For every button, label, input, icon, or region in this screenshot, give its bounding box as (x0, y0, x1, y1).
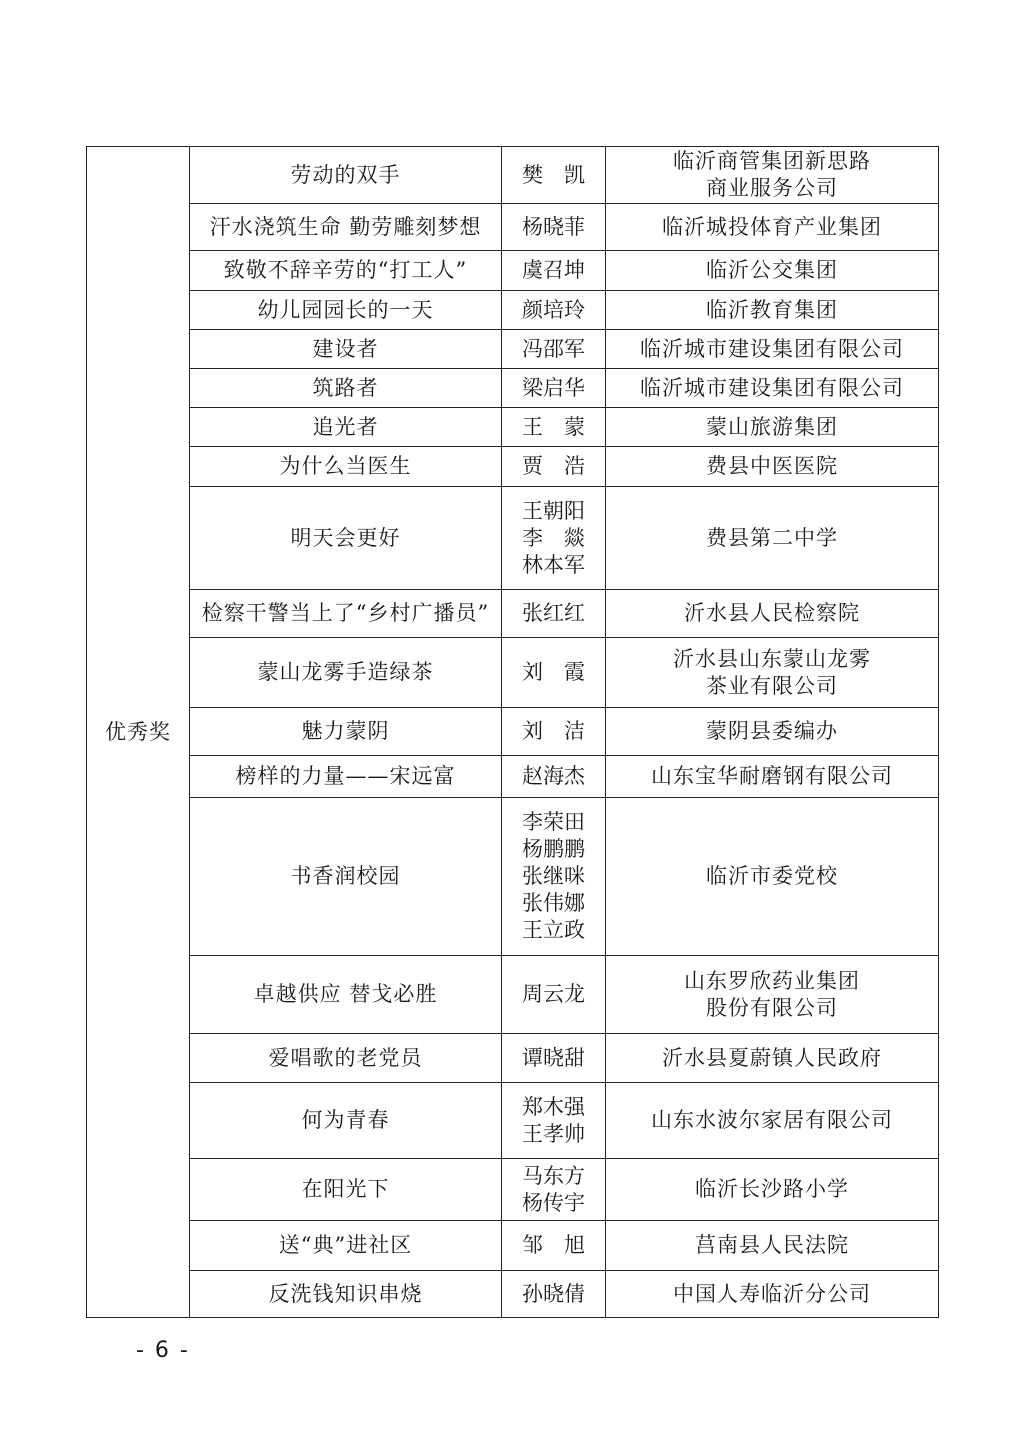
unit-line: 莒南县人民法院 (695, 1233, 849, 1257)
awards-table-body (87, 147, 939, 1318)
author-name: 杨晓菲 (522, 214, 585, 239)
entry-unit-cell (606, 1159, 939, 1221)
author-name: 刘 霞 (522, 660, 585, 684)
entry-authors-cell (502, 708, 606, 756)
author-name: 杨传宇 (522, 1190, 585, 1215)
entry-unit-cell (606, 708, 939, 756)
entry-authors-cell (502, 1271, 606, 1318)
unit-line: 临沂商管集团新思路 (673, 149, 871, 173)
table-row (87, 590, 939, 638)
author-name: 张红红 (522, 601, 585, 625)
author-name: 李荣田 (522, 810, 585, 834)
entry-unit-cell (606, 956, 939, 1034)
entry-unit-cell (606, 1034, 939, 1083)
author-name: 樊 凯 (522, 162, 585, 187)
entry-authors-cell (502, 1083, 606, 1159)
unit-line: 山东宝华耐磨钢有限公司 (651, 764, 893, 788)
entry-unit-cell (606, 590, 939, 638)
entry-title-cell: 蒙山龙雾手造绿茶 (190, 638, 502, 708)
author-name: 郑木强 (522, 1094, 585, 1119)
entry-title-cell: 为什么当医生 (190, 447, 502, 487)
entry-authors-cell (502, 147, 606, 204)
author-name: 杨鹏鹏 (522, 837, 585, 861)
table-row (87, 708, 939, 756)
award-category-cell: 优秀奖 (87, 147, 190, 1318)
author-name: 谭晓甜 (522, 1045, 585, 1070)
author-name: 冯邵军 (522, 336, 585, 361)
entry-title-cell: 书香润校园 (190, 798, 502, 956)
entry-title-cell: 魅力蒙阴 (190, 708, 502, 756)
entry-unit-cell (606, 291, 939, 330)
entry-title-cell: 反洗钱知识串烧 (190, 1271, 502, 1318)
entry-authors-cell (502, 1159, 606, 1221)
author-name: 张伟娜 (522, 891, 585, 915)
entry-unit-cell (606, 251, 939, 291)
author-name: 邹 旭 (522, 1233, 585, 1257)
entry-title-cell: 汗水浇筑生命 勤劳雕刻梦想 (190, 204, 502, 251)
entry-title-cell: 检察干警当上了“乡村广播员” (190, 590, 502, 638)
author-name: 李 燚 (522, 525, 585, 550)
unit-line: 费县第二中学 (706, 525, 838, 550)
table-row (87, 330, 939, 369)
entry-authors-cell (502, 408, 606, 447)
unit-line: 商业服务公司 (706, 176, 838, 200)
entry-title-cell: 明天会更好 (190, 487, 502, 590)
entry-unit-cell (606, 147, 939, 204)
unit-line: 临沂城市建设集团有限公司 (640, 375, 904, 400)
table-row (87, 956, 939, 1034)
table-row (87, 369, 939, 408)
unit-line: 蒙阴县委编办 (706, 719, 838, 743)
entry-authors-cell (502, 1034, 606, 1083)
author-name: 刘 洁 (522, 719, 585, 743)
entry-title-cell: 送“典”进社区 (190, 1221, 502, 1271)
entry-title-cell: 筑路者 (190, 369, 502, 408)
table-row (87, 291, 939, 330)
table-row (87, 1271, 939, 1318)
entry-title-cell: 爱唱歌的老党员 (190, 1034, 502, 1083)
unit-line: 临沂公交集团 (706, 258, 838, 282)
table-row (87, 408, 939, 447)
table-row (87, 1034, 939, 1083)
unit-line: 蒙山旅游集团 (706, 414, 838, 439)
entry-authors-cell (502, 291, 606, 330)
entry-title-cell: 致敬不辞辛劳的“打工人” (190, 251, 502, 291)
entry-authors-cell (502, 798, 606, 956)
unit-line: 临沂长沙路小学 (695, 1177, 849, 1201)
entry-unit-cell (606, 330, 939, 369)
entry-title-cell: 劳动的双手 (190, 147, 502, 204)
author-name: 林本军 (522, 552, 585, 577)
entry-title-cell: 榜样的力量——宋远富 (190, 756, 502, 798)
unit-line: 山东水波尔家居有限公司 (651, 1108, 893, 1132)
table-row (87, 204, 939, 251)
table-row (87, 638, 939, 708)
table-row (87, 147, 939, 204)
entry-authors-cell (502, 756, 606, 798)
unit-line: 沂水县山东蒙山龙雾 (673, 646, 871, 671)
page-number: - 6 - (136, 1338, 190, 1363)
entry-title-cell: 建设者 (190, 330, 502, 369)
entry-authors-cell (502, 369, 606, 408)
entry-unit-cell (606, 204, 939, 251)
entry-title-cell: 卓越供应 替戈必胜 (190, 956, 502, 1034)
entry-unit-cell (606, 408, 939, 447)
author-name: 贾 浩 (522, 454, 585, 478)
entry-unit-cell (606, 798, 939, 956)
unit-line: 中国人寿临沂分公司 (673, 1281, 871, 1306)
unit-line: 临沂教育集团 (706, 297, 838, 322)
author-name: 王立政 (522, 918, 585, 942)
entry-authors-cell (502, 487, 606, 590)
entry-title-cell: 幼儿园园长的一天 (190, 291, 502, 330)
table-row (87, 798, 939, 956)
author-name: 王孝帅 (522, 1121, 585, 1146)
entry-title-cell: 何为青春 (190, 1083, 502, 1159)
table-row (87, 1221, 939, 1271)
unit-line: 山东罗欣药业集团 (684, 968, 860, 993)
author-name: 王 蒙 (522, 414, 585, 439)
table-row (87, 1083, 939, 1159)
author-name: 赵海杰 (522, 764, 585, 788)
table-row (87, 251, 939, 291)
author-name: 颜培玲 (522, 297, 585, 322)
entry-authors-cell (502, 251, 606, 291)
author-name: 梁启华 (522, 375, 585, 400)
author-name: 张继咪 (522, 864, 585, 888)
author-name: 王朝阳 (522, 498, 585, 523)
entry-unit-cell (606, 1083, 939, 1159)
author-name: 虞召坤 (522, 258, 585, 282)
entry-authors-cell (502, 956, 606, 1034)
entry-title-cell: 在阳光下 (190, 1159, 502, 1221)
unit-line: 沂水县人民检察院 (684, 601, 860, 625)
entry-unit-cell (606, 1221, 939, 1271)
entry-authors-cell (502, 204, 606, 251)
unit-line: 临沂城投体育产业集团 (662, 214, 882, 239)
table-row (87, 1159, 939, 1221)
table-row (87, 447, 939, 487)
unit-line: 临沂市委党校 (706, 864, 838, 888)
entry-authors-cell (502, 638, 606, 708)
table-row (87, 487, 939, 590)
unit-line: 费县中医医院 (706, 454, 838, 478)
unit-line: 茶业有限公司 (706, 673, 838, 698)
entry-unit-cell (606, 756, 939, 798)
entry-title-cell: 追光者 (190, 408, 502, 447)
entry-authors-cell (502, 447, 606, 487)
unit-line: 临沂城市建设集团有限公司 (640, 336, 904, 361)
entry-unit-cell (606, 487, 939, 590)
unit-line: 沂水县夏蔚镇人民政府 (662, 1045, 882, 1070)
entry-unit-cell (606, 369, 939, 408)
unit-line: 股份有限公司 (706, 995, 838, 1020)
entry-unit-cell (606, 1271, 939, 1318)
author-name: 马东方 (522, 1163, 585, 1188)
entry-unit-cell (606, 447, 939, 487)
entry-authors-cell (502, 330, 606, 369)
table-row (87, 756, 939, 798)
entry-authors-cell (502, 590, 606, 638)
entry-unit-cell (606, 638, 939, 708)
awards-table (86, 146, 939, 1318)
author-name: 孙晓倩 (522, 1281, 585, 1306)
entry-authors-cell (502, 1221, 606, 1271)
author-name: 周云龙 (522, 982, 585, 1006)
